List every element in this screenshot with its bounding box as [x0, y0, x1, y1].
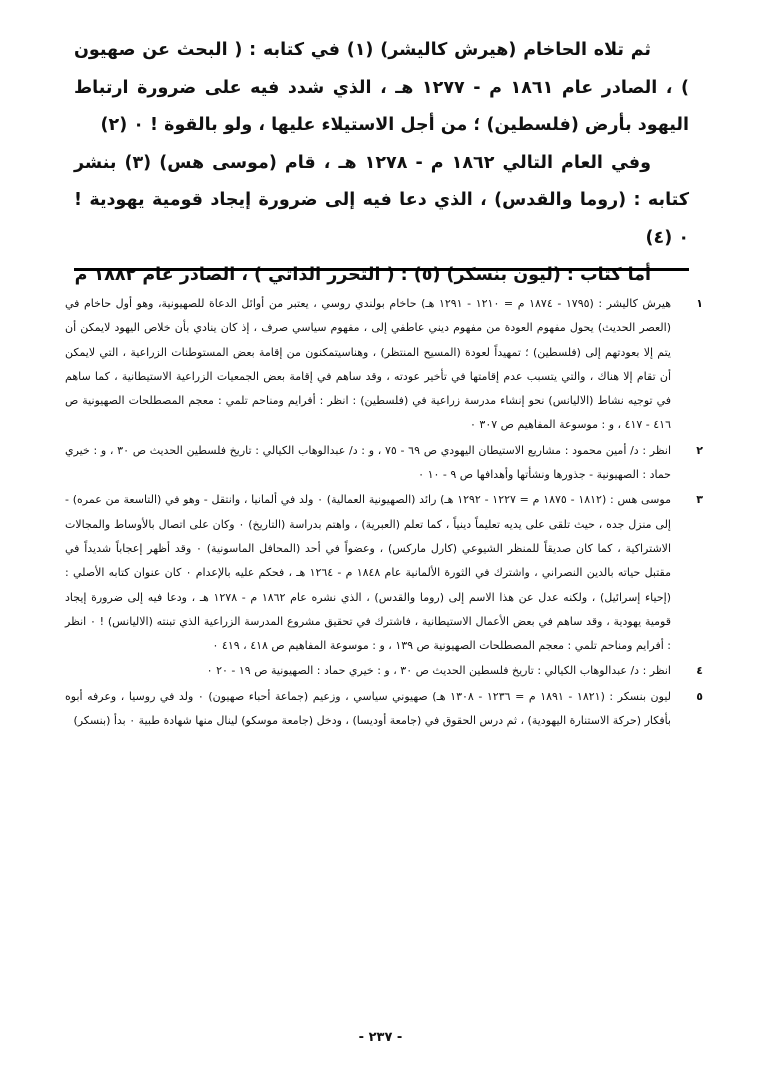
- main-text: [74, 32, 689, 295]
- main-paragraph: ثم تلاه الحاخام (هيرش كاليشر) (١) في كتابه : ( البحث عن صهيون ) ، الصادر عام ١٨٦١ م - ١٢٧٧ هـ ، الذي شدد فيه على ضرورة ارتباط اليهود بأرض (فلسطين) ؛ من أجل الاستيلاء عليها ، ولو بالقوة ! ٠ (٢): [74, 40, 689, 135]
- footnote: [65, 488, 703, 658]
- footnote-text: ليون بنسكر : (١٨٢١ - ١٨٩١ م = ١٢٣٦ - ١٣٠٨ هـ) صهيوني سياسي ، وزعيم (جماعة أحباء صهيون) ٠ ولد في روسيا ، وعرفه أبوه بأفكار (حركة الاستنارة اليهودية) ، ثم درس الحقوق في (جامعة أوديسا) ، ودخل (جامعة موسكو) لينال منها شهادة طبية ٠ بدأ (بنسكر): [65, 689, 671, 728]
- footnote: [65, 439, 703, 488]
- footnote-number: ٤: [696, 664, 703, 678]
- footnote-text: هيرش كاليشر : (١٧٩٥ - ١٨٧٤ م = ١٢١٠ - ١٢٩١ هـ) حاخام بولندي روسي ، يعتبر من أوائل الدعاة للصهيونية، وهو أول حاخام في (العصر الحديث) يحول مفهوم العودة من مفهوم ديني عاطفي إلى ، مفهوم سياسي صرف ، إذ كان ينادي بأن خلاص اليهود لايمكن أن يتم إلا بعودتهم إلى (فلسطين) ؛ تمهيداً لعودة (المسيح المنتظر) ، وهناسيتمكنون من إقامة بعض المستوطنات الزراعية ، التي لايمكن أن تقام إلا هناك ، والتي يتسبب عدم إقامتها في تأخير عودته ، وقد ساهم في إقامة بعض الجمعيات الزراعية الاستيطانية ، كما ساهم في توجيه نشاط (الاليانس) نحو إنشاء مدرسة زراعية في (فلسطين) : انظر : أفرايم ومناحم تلمي : معجم المصطلحات الصهيونية ص ٤١٦ - ٤١٧ ، و : موسوعة المفاهيم ص ٣٠٧ ٠: [65, 297, 671, 432]
- footnote-separator: [74, 268, 689, 271]
- main-paragraph: وفي العام التالي ١٨٦٢ م - ١٢٧٨ هـ ، قام (موسى هس) (٣) بنشر كتابه : (روما والقدس) ، الذي دعا فيه إلى ضرورة إيجاد قومية يهودية ! ٠ (٤): [74, 152, 689, 248]
- page-number: - ٢٣٧ -: [358, 1030, 403, 1045]
- footnote-text: انظر : د/ أمين محمود : مشاريع الاستيطان اليهودي ص ٦٩ - ٧٥ ، و : د/ عبدالوهاب الكيالي : تاريخ فلسطين الحديث ص ٣٠ ، و : خيري حماد : الصهيونية - جذورها ونشأتها وأهدافها ص ٩ - ١٠ ٠: [65, 443, 672, 482]
- footnote-number: ٥: [696, 689, 703, 703]
- footnote-text: انظر : د/ عبدالوهاب الكيالي : تاريخ فلسطين الحديث ص ٣٠ ، و : خيري حماد : الصهيونية ص ١٩ - ٢٠ ٠: [206, 664, 671, 678]
- footnote-number: ٢: [696, 443, 703, 457]
- footnote: [65, 292, 703, 438]
- footnote: [65, 659, 703, 683]
- footnote-number: ٣: [696, 493, 703, 507]
- footnotes: [65, 292, 703, 734]
- footnote: [65, 685, 703, 734]
- footnote-number: ١: [696, 297, 703, 310]
- footnote-text: موسى هس : (١٨١٢ - ١٨٧٥ م = ١٢٢٧ - ١٢٩٢ هـ) رائد (الصهيونية العمالية) ٠ ولد في ألمانيا ، وانتقل - وهو في (التاسعة من عمره) - إلى منزل جده ، حيث تلقى على يديه تعليماً دينياً ، كما تعلم (العبرية) ، واهتم بدراسة (التاريخ) ٠ وكان على اتصال بالأوساط والمجالات الاشتراكية ، كما كان صديقاً للمنظر الشيوعي (كارل ماركس) ، وعضواً في أحد (المحافل الماسونية) ٠ وقد أظهر إعجاباً شديداً في مقتبل حياته بالدين النصراني ، واشترك في الثورة الألمانية عام ١٨٤٨ م - ١٢٦٤ هـ ، فحكم عليه بالإعدام ٠ كان عنوان كتابه الأصلي : (إحياء إسرائيل) ، ولكنه عدل عن هذا الاسم إلى (روما والقدس) ، الذي نشره عام ١٨٦٢ م - ١٢٧٨ هـ ، ودعا فيه إلى ضرورة إيجاد قومية يهودية ، وقد ساهم في بعض الأعمال الاستيطانية ، فاشترك في تحقيق مشروع المدرسة الزراعية الذي تبنته (الاليانس) ! ٠ انظر : أفرايم ومناحم تلمي : معجم المصطلحات الصهيونية ص ١٣٩ ، و : موسوعة المفاهيم ص ٤١٨ ، ٤١٩ ٠: [65, 493, 671, 653]
- main-paragraph: أما كتاب : (ليون بنسكر) (٥) : ( التحرر الذاتي ) ، الصادر عام ١٨٨٢ م: [74, 265, 651, 285]
